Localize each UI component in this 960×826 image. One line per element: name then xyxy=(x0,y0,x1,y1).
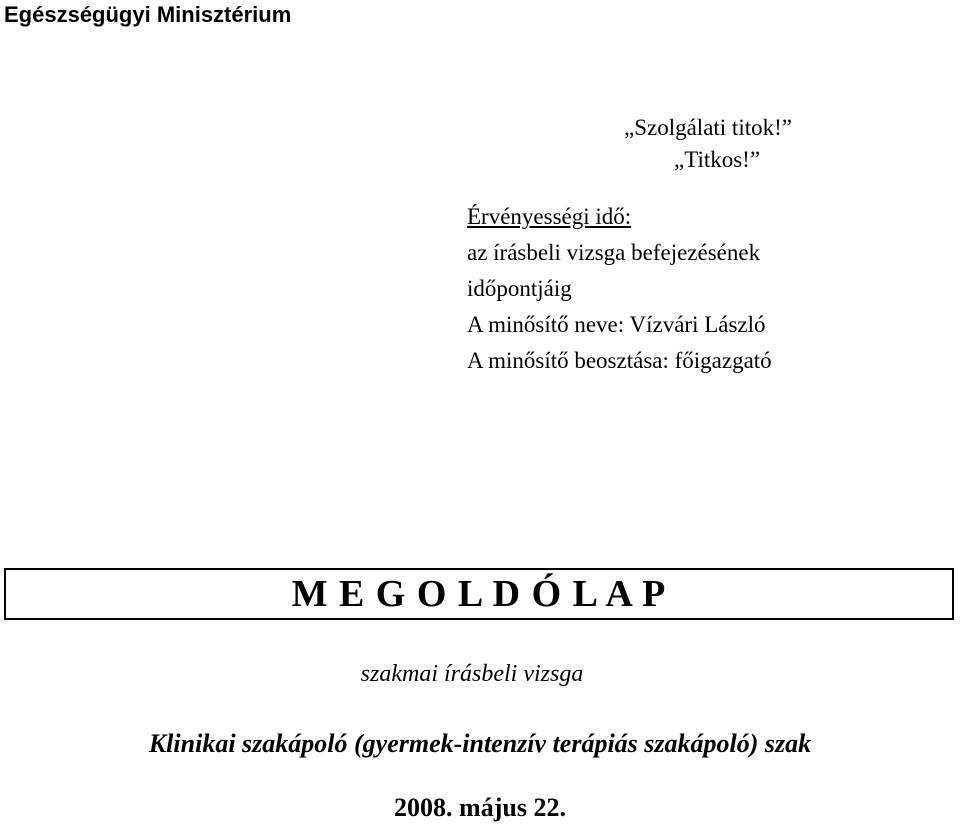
ministry-name: Egészségügyi Minisztérium xyxy=(4,2,292,27)
exam-profession: Klinikai szakápoló (gyermek-intenzív terápiás szakápoló) szak xyxy=(148,729,812,758)
validity-line-2: időpontjáig xyxy=(467,276,572,301)
qualifier-name: A minősítő neve: Vízvári László xyxy=(467,312,766,337)
qualifier-position: A minősítő beosztása: főigazgató xyxy=(467,348,772,373)
document-title: M E G O L D Ó L A P xyxy=(291,573,667,615)
title-box xyxy=(4,568,954,620)
validity-block xyxy=(467,199,772,379)
exam-type: szakmai írásbeli vizsga xyxy=(360,661,584,687)
validity-line-1: az írásbeli vizsga befejezésének xyxy=(467,240,761,265)
validity-heading xyxy=(467,199,772,235)
classification-service-secret: „Szolgálati titok!” xyxy=(624,115,792,140)
exam-date: 2008. május 22. xyxy=(394,793,566,822)
classification-secret: „Titkos!” xyxy=(674,147,761,172)
validity-heading-text: Érvényességi idő: xyxy=(467,204,632,229)
